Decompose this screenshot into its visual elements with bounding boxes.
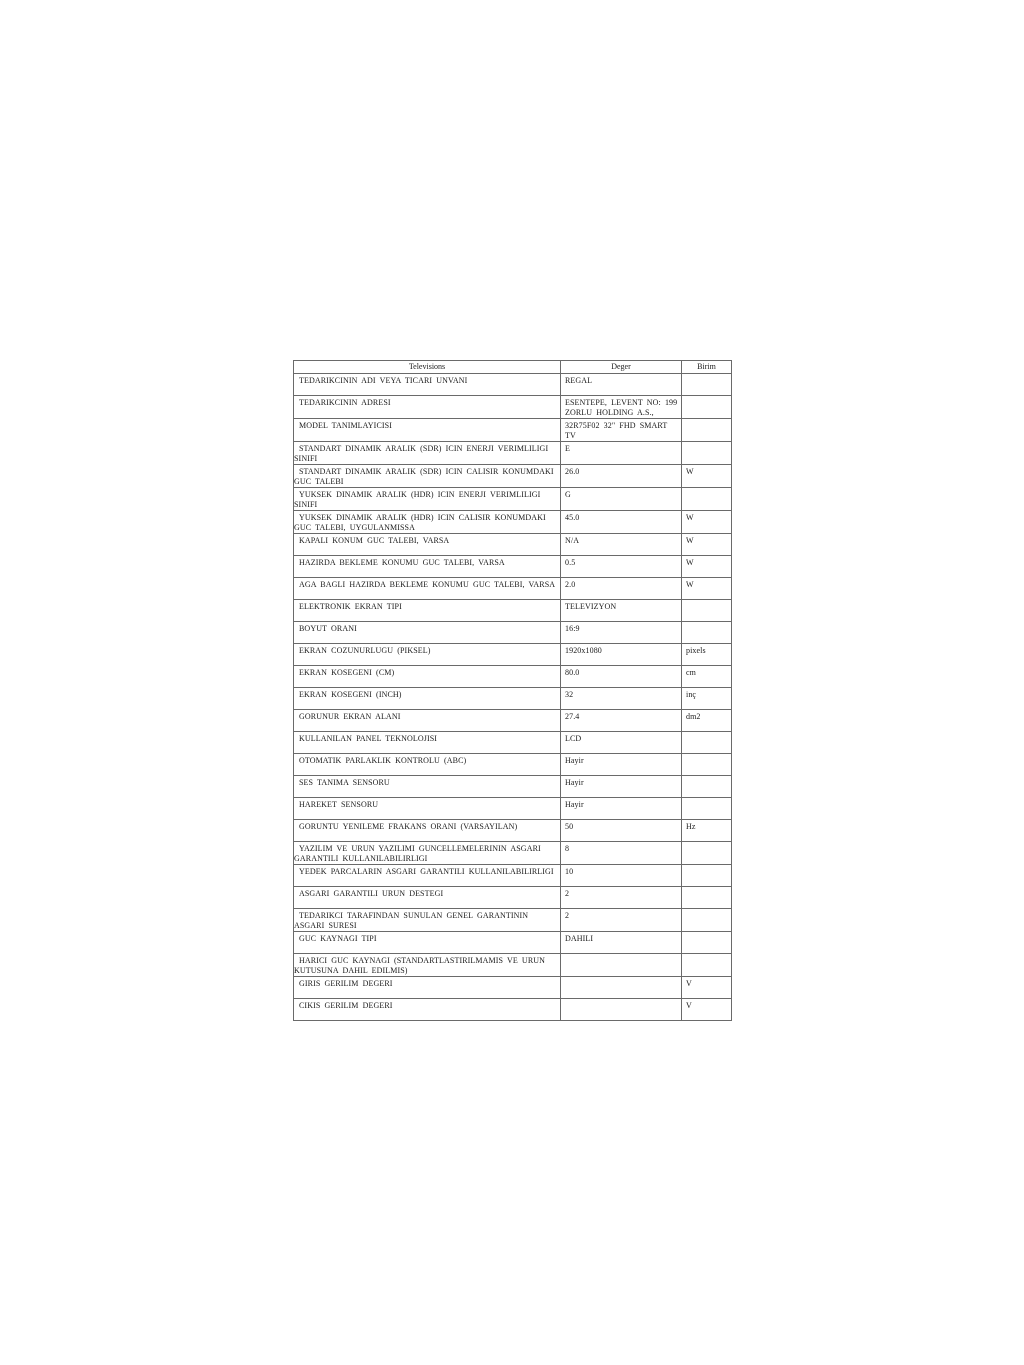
row-value-cell <box>561 776 682 798</box>
row-unit-cell <box>682 798 732 820</box>
row-unit-cell-text <box>682 909 731 911</box>
row-label-cell-text: YAZILIM VE URUN YAZILIMI GUNCELLEMELERININ ASGARI GARANTILI KULLANILABILIRLIGI <box>294 844 541 863</box>
row-label-cell-text: HARICI GUC KAYNAGI (STANDARTLASTIRILMAMIS VE URUN KUTUSUNA DAHIL EDILMIS) <box>294 956 546 975</box>
row-label-cell-text: ASGARI GARANTILI URUN DESTEGI <box>299 889 444 898</box>
row-unit-cell <box>682 419 732 442</box>
row-unit-cell <box>682 754 732 776</box>
row-label-cell <box>294 688 561 710</box>
row-unit-cell-text: W <box>686 513 694 522</box>
row-label-cell-text: GORUNUR EKRAN ALANI <box>299 712 401 721</box>
table-row <box>294 887 732 909</box>
table-row <box>294 465 732 488</box>
row-unit-cell-text <box>682 754 731 756</box>
table-row <box>294 666 732 688</box>
row-label-cell <box>294 999 561 1021</box>
table-row <box>294 578 732 600</box>
row-unit-cell <box>682 534 732 556</box>
column-header-birim: Birim <box>682 361 732 374</box>
row-value-cell-text: 10 <box>565 867 574 876</box>
row-value-cell <box>561 419 682 442</box>
row-unit-cell <box>682 511 732 534</box>
table-row <box>294 732 732 754</box>
row-unit-cell <box>682 842 732 865</box>
row-unit-cell <box>682 999 732 1021</box>
row-value-cell <box>561 488 682 511</box>
row-label-cell <box>294 754 561 776</box>
row-value-cell <box>561 442 682 465</box>
row-value-cell <box>561 710 682 732</box>
row-unit-cell-text <box>682 732 731 734</box>
row-label-cell-text: HAREKET SENSORU <box>299 800 379 809</box>
row-value-cell-text: Hayir <box>565 778 584 787</box>
row-label-cell-text: GIRIS GERILIM DEGERI <box>299 979 393 988</box>
row-label-cell-text: STANDART DINAMIK ARALIK (SDR) ICIN CALISIR KONUMDAKI GUC TALEBI <box>294 467 554 486</box>
row-value-cell <box>561 842 682 865</box>
row-label-cell <box>294 798 561 820</box>
row-unit-cell <box>682 688 732 710</box>
row-value-cell <box>561 865 682 887</box>
table-row <box>294 622 732 644</box>
row-unit-cell-text: dm2 <box>686 712 701 721</box>
row-label-cell <box>294 932 561 954</box>
row-unit-cell <box>682 396 732 419</box>
row-value-cell-text: 50 <box>565 822 574 831</box>
row-value-cell-text <box>561 977 681 979</box>
row-label-cell <box>294 374 561 396</box>
row-value-cell-text: Hayir <box>565 756 584 765</box>
row-label-cell-text: KAPALI KONUM GUC TALEBI, VARSA <box>299 536 450 545</box>
row-label-cell <box>294 556 561 578</box>
row-value-cell-text: 45.0 <box>565 513 580 522</box>
row-label-cell-text: STANDART DINAMIK ARALIK (SDR) ICIN ENERJI VERIMLILIGI SINIFI <box>294 444 549 463</box>
table-row <box>294 842 732 865</box>
row-label-cell-text: AGA BAGLI HAZIRDA BEKLEME KONUMU GUC TALEBI, VARSA <box>299 580 556 589</box>
row-value-cell-text: 2.0 <box>565 580 576 589</box>
row-label-cell-text: YEDEK PARCALARIN ASGARI GARANTILI KULLANILABILIRLIGI <box>299 867 554 876</box>
row-value-cell-text: REGAL <box>565 376 593 385</box>
row-value-cell-text: 2 <box>565 889 570 898</box>
product-info-sheet <box>293 360 731 1021</box>
column-header-deger: Deger <box>561 361 682 374</box>
row-label-cell-text: TEDARIKCININ ADI VEYA TICARI UNVANI <box>299 376 468 385</box>
row-unit-cell-text <box>682 374 731 376</box>
row-label-cell <box>294 842 561 865</box>
row-label-cell <box>294 622 561 644</box>
row-value-cell-text <box>561 954 681 956</box>
column-header-televisions: Televisions <box>294 361 561 374</box>
row-value-cell-text: 8 <box>565 844 570 853</box>
header-row <box>294 361 732 374</box>
row-unit-cell <box>682 865 732 887</box>
table-row <box>294 488 732 511</box>
row-value-cell <box>561 977 682 999</box>
table-row <box>294 534 732 556</box>
row-unit-cell-text: pixels <box>686 646 706 655</box>
row-value-cell <box>561 999 682 1021</box>
row-label-cell <box>294 666 561 688</box>
row-value-cell <box>561 798 682 820</box>
row-unit-cell-text <box>682 396 731 398</box>
table-row <box>294 710 732 732</box>
row-unit-cell-text <box>682 419 731 421</box>
row-label-cell-text: EKRAN KOSEGENI (INCH) <box>299 690 402 699</box>
table-row <box>294 932 732 954</box>
row-label-cell <box>294 511 561 534</box>
table-row <box>294 511 732 534</box>
row-value-cell-text: 2 <box>565 911 570 920</box>
row-value-cell <box>561 396 682 419</box>
row-label-cell-text: EKRAN KOSEGENI (CM) <box>299 668 395 677</box>
row-label-cell-text: EKRAN COZUNURLUGU (PIKSEL) <box>299 646 431 655</box>
row-label-cell <box>294 600 561 622</box>
row-label-cell <box>294 887 561 909</box>
row-label-cell <box>294 644 561 666</box>
row-label-cell <box>294 776 561 798</box>
row-value-cell-text: LCD <box>565 734 582 743</box>
table-row <box>294 776 732 798</box>
row-unit-cell-text: W <box>686 580 694 589</box>
row-value-cell-text: TELEVIZYON <box>565 602 617 611</box>
spec-table <box>293 360 732 1021</box>
row-value-cell <box>561 578 682 600</box>
row-label-cell <box>294 419 561 442</box>
row-unit-cell-text <box>682 954 731 956</box>
row-unit-cell-text: W <box>686 467 694 476</box>
row-unit-cell <box>682 374 732 396</box>
row-unit-cell-text: V <box>686 979 692 988</box>
row-unit-cell-text <box>682 488 731 490</box>
row-unit-cell <box>682 954 732 977</box>
row-unit-cell-text: cm <box>686 668 696 677</box>
row-unit-cell-text: V <box>686 1001 692 1010</box>
row-label-cell <box>294 909 561 932</box>
row-value-cell-text: 27.4 <box>565 712 580 721</box>
row-unit-cell <box>682 820 732 842</box>
row-unit-cell-text <box>682 842 731 844</box>
row-label-cell-text: YUKSEK DINAMIK ARALIK (HDR) ICIN CALISIR KONUMDAKI GUC TALEBI, UYGULANMISSA <box>294 513 546 532</box>
row-value-cell-text <box>561 999 681 1001</box>
row-unit-cell <box>682 732 732 754</box>
row-label-cell <box>294 396 561 419</box>
row-label-cell-text: YUKSEK DINAMIK ARALIK (HDR) ICIN ENERJI VERIMLILIGI SINIFI <box>294 490 541 509</box>
row-label-cell-text: HAZIRDA BEKLEME KONUMU GUC TALEBI, VARSA <box>299 558 505 567</box>
row-label-cell-text: TEDARIKCI TARAFINDAN SUNULAN GENEL GARANTININ ASGARI SURESI <box>294 911 529 930</box>
row-unit-cell <box>682 932 732 954</box>
row-unit-cell-text <box>682 798 731 800</box>
row-value-cell-text: 16:9 <box>565 624 580 633</box>
row-value-cell <box>561 622 682 644</box>
row-value-cell <box>561 556 682 578</box>
row-value-cell <box>561 600 682 622</box>
row-unit-cell <box>682 442 732 465</box>
row-label-cell <box>294 865 561 887</box>
row-value-cell-text: G <box>565 490 571 499</box>
row-value-cell-text: 32R75F02 32" FHD SMART TV <box>565 421 668 440</box>
row-unit-cell-text <box>682 887 731 889</box>
table-row <box>294 688 732 710</box>
row-value-cell-text: 1920x1080 <box>565 646 602 655</box>
table-row <box>294 954 732 977</box>
row-label-cell-text: GUC KAYNAGI TIPI <box>299 934 377 943</box>
row-value-cell <box>561 688 682 710</box>
table-row <box>294 396 732 419</box>
table-header <box>294 361 732 374</box>
row-label-cell-text: BOYUT ORANI <box>299 624 357 633</box>
row-value-cell-text: 0.5 <box>565 558 576 567</box>
row-value-cell <box>561 754 682 776</box>
table-row <box>294 999 732 1021</box>
row-unit-cell <box>682 600 732 622</box>
row-label-cell <box>294 534 561 556</box>
row-value-cell <box>561 954 682 977</box>
row-value-cell-text: ESENTEPE, LEVENT NO: 199 ZORLU HOLDING A.S., <box>565 398 678 417</box>
row-label-cell-text: ELEKTRONIK EKRAN TIPI <box>299 602 402 611</box>
row-unit-cell <box>682 644 732 666</box>
row-unit-cell-text <box>682 442 731 444</box>
row-label-cell <box>294 465 561 488</box>
table-row <box>294 865 732 887</box>
row-label-cell <box>294 977 561 999</box>
row-unit-cell-text <box>682 932 731 934</box>
row-unit-cell-text <box>682 865 731 867</box>
row-value-cell-text: 32 <box>565 690 574 699</box>
row-value-cell <box>561 511 682 534</box>
row-label-cell-text: OTOMATIK PARLAKLIK KONTROLU (ABC) <box>299 756 467 765</box>
table-row <box>294 754 732 776</box>
row-label-cell-text: CIKIS GERILIM DEGERI <box>299 1001 393 1010</box>
row-unit-cell <box>682 710 732 732</box>
row-value-cell <box>561 932 682 954</box>
row-label-cell-text: MODEL TANIMLAYICISI <box>299 421 392 430</box>
table-row <box>294 820 732 842</box>
row-unit-cell-text: Hz <box>686 822 696 831</box>
row-value-cell-text: DAHILI <box>565 934 594 943</box>
row-value-cell <box>561 644 682 666</box>
table-row <box>294 419 732 442</box>
row-label-cell <box>294 578 561 600</box>
row-unit-cell <box>682 909 732 932</box>
table-row <box>294 909 732 932</box>
row-value-cell <box>561 465 682 488</box>
row-unit-cell-text <box>682 776 731 778</box>
row-label-cell-text: KULLANILAN PANEL TEKNOLOJISI <box>299 734 438 743</box>
row-label-cell <box>294 710 561 732</box>
table-row <box>294 600 732 622</box>
row-unit-cell-text <box>682 622 731 624</box>
row-label-cell <box>294 488 561 511</box>
row-value-cell <box>561 820 682 842</box>
table-row <box>294 644 732 666</box>
row-value-cell-text: 26.0 <box>565 467 580 476</box>
row-value-cell <box>561 887 682 909</box>
row-unit-cell <box>682 488 732 511</box>
table-row <box>294 374 732 396</box>
row-label-cell <box>294 442 561 465</box>
table-row <box>294 798 732 820</box>
row-value-cell <box>561 534 682 556</box>
row-value-cell-text: N/A <box>565 536 580 545</box>
row-unit-cell <box>682 578 732 600</box>
row-value-cell-text: Hayir <box>565 800 584 809</box>
row-label-cell <box>294 820 561 842</box>
table-row <box>294 442 732 465</box>
table-row <box>294 556 732 578</box>
row-unit-cell-text <box>682 600 731 602</box>
row-unit-cell <box>682 556 732 578</box>
row-label-cell-text: TEDARIKCININ ADRESI <box>299 398 391 407</box>
row-unit-cell <box>682 977 732 999</box>
table-body <box>294 374 732 1021</box>
row-value-cell-text: 80.0 <box>565 668 580 677</box>
row-value-cell <box>561 374 682 396</box>
row-value-cell-text: E <box>565 444 570 453</box>
row-unit-cell <box>682 776 732 798</box>
row-value-cell <box>561 909 682 932</box>
row-label-cell <box>294 732 561 754</box>
table-row <box>294 977 732 999</box>
row-unit-cell-text: W <box>686 536 694 545</box>
row-value-cell <box>561 666 682 688</box>
row-unit-cell-text: inç <box>686 690 697 699</box>
row-unit-cell <box>682 887 732 909</box>
row-label-cell <box>294 954 561 977</box>
row-unit-cell <box>682 465 732 488</box>
row-unit-cell-text: W <box>686 558 694 567</box>
row-label-cell-text: SES TANIMA SENSORU <box>299 778 390 787</box>
row-unit-cell <box>682 622 732 644</box>
row-value-cell <box>561 732 682 754</box>
row-label-cell-text: GORUNTU YENILEME FRAKANS ORANI (VARSAYILAN) <box>299 822 518 831</box>
row-unit-cell <box>682 666 732 688</box>
